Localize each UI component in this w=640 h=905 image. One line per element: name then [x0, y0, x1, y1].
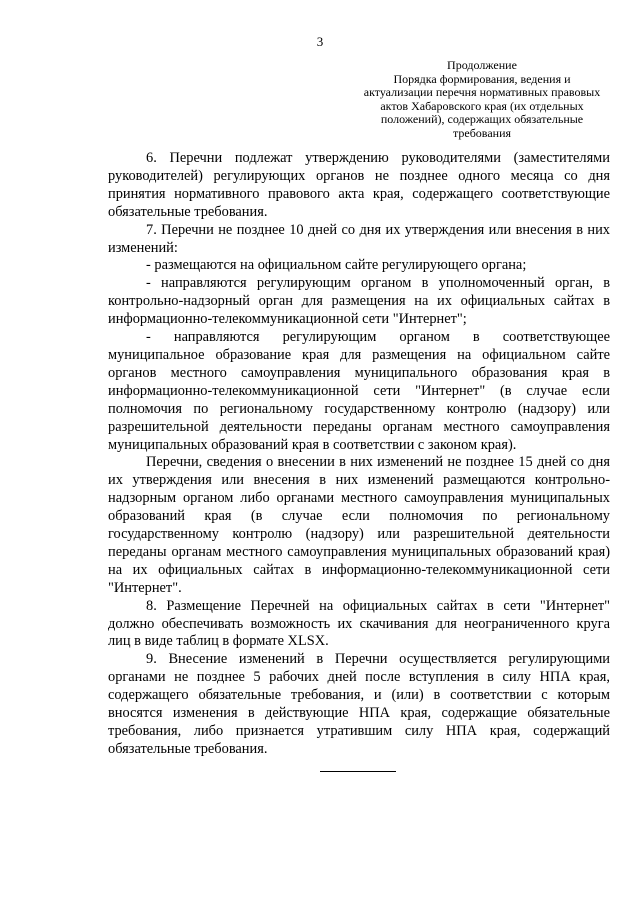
- list-item-dash: - размещаются на официальном сайте регулирующего органа;: [146, 257, 527, 274]
- header-line: актуализации перечня нормативных правовых: [363, 85, 601, 100]
- list-item-dash: - направляются регулирующим органом в соответствующее муниципальное образование края для размещения на официальном сайте органов местного самоуправления муниципального образования края в информационно-телекоммуникационной сети "Интернет" (в случае если полномочия по региональному государственному контролю (надзору) или разрешительной деятельности переданы органам местного самоуправления муниципальных образований края в соответствии с законом края).: [108, 329, 610, 453]
- page-number: 3: [316, 34, 324, 49]
- header-line: актов Хабаровского края (их отдельных: [380, 98, 584, 113]
- list-item-dash: - направляются регулирующим органом в уполномоченный орган, в контрольно-надзорный орган для размещения на их официальных сайтах в информационно-телекоммуникационной сети "Интернет";: [108, 275, 610, 328]
- document-body: [108, 150, 610, 759]
- paragraph-item-8: 8. Размещение Перечней на официальных сайтах в сети "Интернет" должно обеспечивать возможность их скачивания для неограниченного круга лиц в виде таблиц в формате XLSX.: [108, 597, 610, 650]
- paragraph-item-7: 7. Перечни не позднее 10 дней со дня их утверждения или внесения в них изменений:: [108, 221, 610, 256]
- header-line: Продолжение: [447, 58, 517, 72]
- paragraph-item-9: 9. Внесение изменений в Перечни осуществляется регулирующими органами не позднее 5 рабочих дней после вступления в силу НПА края, содержащего обязательные требования, и (или) в соответствии с которым вносятся изменения в действующие НПА края, содержащие обязательные требования, либо признается утратившим силу НПА края, содержащий обязательные требования.: [108, 651, 610, 757]
- header-line: требования: [452, 125, 512, 140]
- paragraph-item-6: 6. Перечни подлежат утверждению руководителями (заместителями руководителей) регулирующих органов не позднее одного месяца со дня принятия нормативного правового акта края, содержащего соответствующие обязательные требования.: [108, 150, 610, 220]
- header-line: Порядка формирования, ведения и: [393, 71, 571, 86]
- end-separator-line: [320, 771, 396, 772]
- paragraph-publication: Перечни, сведения о внесении в них изменений не позднее 15 дней со дня их утверждения или внесения в них изменений размещаются контрольно-надзорным органом либо органами местного самоуправления муниципальных образований края (в случае если полномочия по региональному государственному контролю (надзору) или разрешительной деятельности переданы органам местного самоуправления муниципальных образований края) на их официальных сайтах в информационно-телекоммуникационной сети "Интернет".: [108, 454, 610, 596]
- header-line: положений), содержащих обязательные: [380, 112, 584, 127]
- continuation-header: [344, 59, 620, 141]
